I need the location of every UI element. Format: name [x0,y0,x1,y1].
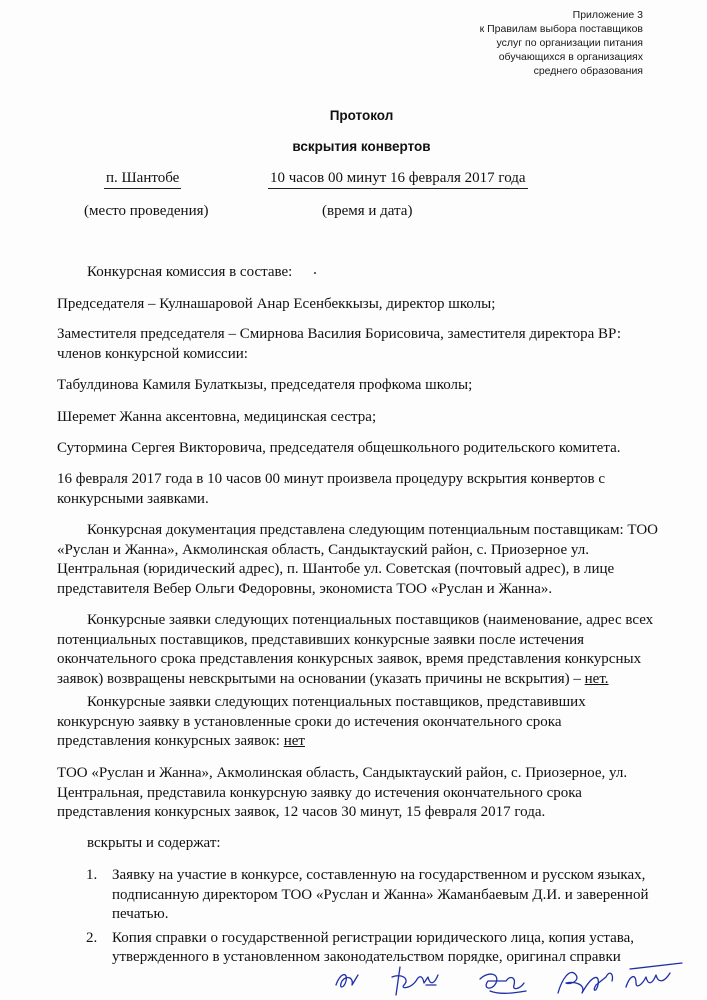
text-line: подписанную директором ТОО «Руслан и Жанна» Жаманбаевым Д.И. и заверенной [112,886,649,903]
text-line: Конкурсные заявки следующих потенциальных поставщиков, представивших [87,694,586,710]
appendix-line: услуг по организации питания [496,37,643,49]
text-line: ТОО «Руслан и Жанна», Акмолинская область, Сандыктауский район, с. Приозерное, ул. [57,765,628,781]
member-3 [57,439,657,459]
text-line: окончательного срока представления конкурсных заявок, время представления конкурсных [57,651,642,667]
text-line: Копия справки о государственной регистрации юридического лица, копия устава, [112,929,635,946]
text-line: вскрыты и содержат: [87,835,221,851]
text-line [57,670,657,690]
chairman-paragraph [57,295,657,315]
text-line: Конкурсная комиссия в составе: [87,264,293,280]
text-line [57,732,657,752]
text-line: «Руслан и Жанна», Акмолинская область, Сандыктауский район, с. Приозерное ул. [57,541,589,558]
appendix-line: среднего образования [533,65,643,77]
signature-1 [336,975,358,987]
member-2 [57,408,657,428]
list-number: 2. [86,929,98,946]
time-caption: (время и дата) [322,203,413,219]
document-subtitle: вскрытия конвертов [292,139,431,154]
signature-3 [480,974,526,993]
contents-list [57,866,657,968]
appendix-line: к Правилам выбора поставщиков [479,23,643,35]
text-line: конкурсную заявку в установленные сроки до истечения окончательного срока [57,713,562,730]
text-line: представителя Вебер Ольги Федоровны, экономиста ТОО «Руслан и Жанна». [57,580,553,597]
deputy-paragraph [57,325,657,364]
text-line: утвержденного в установленном законодательством порядке, оригинал справки [112,949,621,965]
text-line: Конкурсная документация представлена следующим потенциальным поставщикам: ТОО [87,522,658,538]
documentation-paragraph [57,521,657,599]
text-line: Заместителя председателя – Смирнова Василия Борисовича, заместителя директора ВР: [57,326,622,342]
commission-intro [87,263,687,283]
text-fragment: заявок) возвращены невскрытыми на основании (указать причины не вскрытия) – [57,670,585,687]
text-line: Председателя – Кулнашаровой Анар Есенбеккызы, директор школы; [57,296,496,312]
text-line: Центральная (юридический адрес), п. Шантобе ул. Советская (почтовый адрес), в лице [57,561,615,577]
time-value: 10 часов 00 минут 16 февраля 2017 года [268,170,528,189]
text-line: конкурсными заявками. [57,490,209,507]
place-caption: (место проведения) [84,203,209,219]
text-fragment: представления конкурсных заявок: [57,733,284,749]
supplier-paragraph [57,764,657,823]
text-line: Табулдинова Камиля Булаткызы, председателя профкома школы; [57,377,473,393]
procedure-paragraph [57,470,657,509]
text-line: Конкурсные заявки следующих потенциальных поставщиков (наименование, адрес всех [87,612,654,628]
text-line: 16 февраля 2017 года в 10 часов 00 минут произвела процедуру вскрытия конвертов с [57,471,605,487]
opened-intro [87,834,687,854]
text-line: Заявку на участие в конкурсе, составленную на государственном и русском языках, [112,867,646,883]
appendix-line: обучающихся в организациях [498,51,643,63]
document-title: Протокол [329,108,394,123]
signature-4 [558,972,613,993]
member-1 [57,376,657,396]
list-item [57,866,657,925]
timely-bids-paragraph [57,693,657,752]
returned-bids-paragraph [57,611,657,689]
text-line: Центральная, представила конкурсную заявку до истечения окончательного срока [57,784,582,801]
returned-answer: нет. [584,670,609,687]
signatures-area [330,955,690,1000]
signature-5 [626,963,682,987]
ink-dot [314,272,316,274]
text-line: печатью. [112,906,169,922]
text-line: потенциальных поставщиков, представивших конкурсные заявки после истечения [57,631,585,648]
appendix-note [403,8,643,78]
text-line: членов конкурсной комиссии: [57,345,248,362]
list-number: 1. [86,867,98,883]
text-line: Шеремет Жанна аксентовна, медицинская сестра; [57,409,377,425]
text-line: Сутормина Сергея Викторовича, председателя общешкольного родительского комитета. [57,440,621,456]
timely-answer: нет [283,733,305,749]
appendix-line: Приложение 3 [572,9,643,21]
text-line: представления конкурсных заявок, 12 часов 30 минут, 15 февраля 2017 года. [57,804,546,820]
place-value: п. Шантобе [104,170,181,189]
signature-2 [392,967,438,995]
